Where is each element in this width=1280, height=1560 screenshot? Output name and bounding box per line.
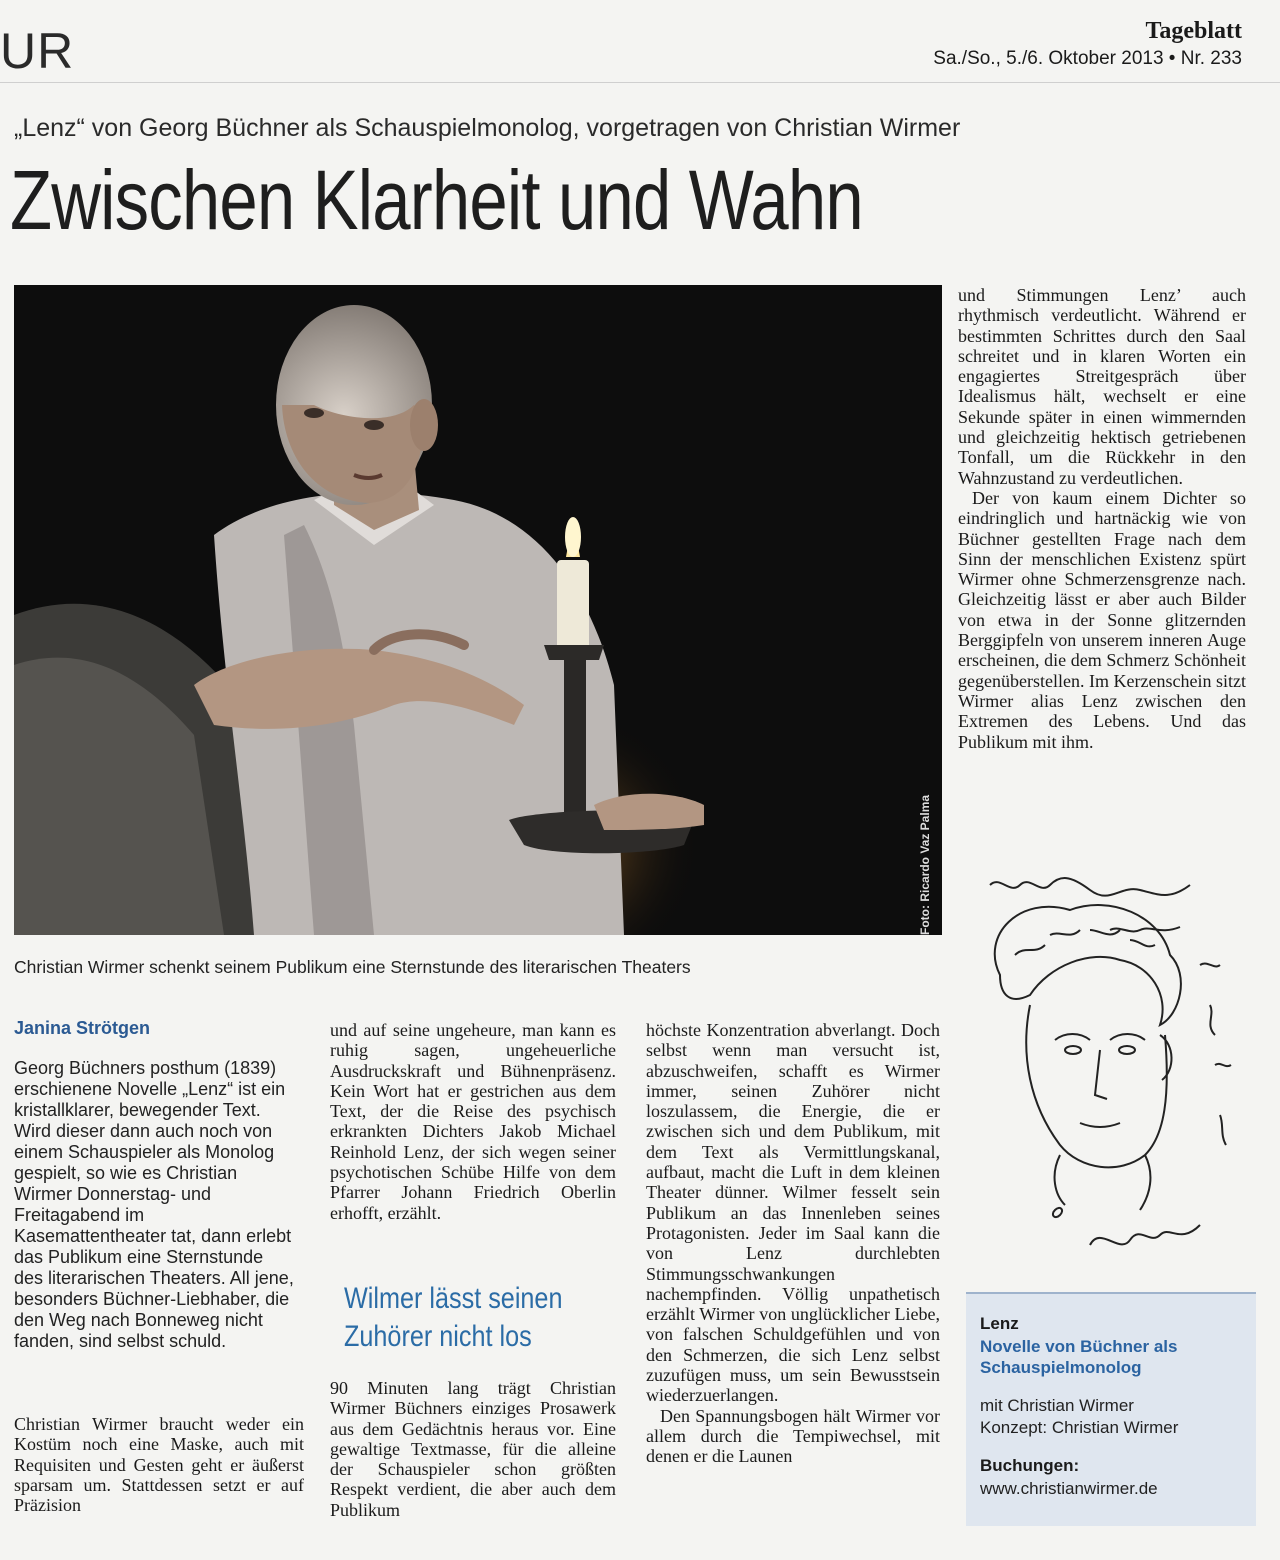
photo-caption: Christian Wirmer schenkt seinem Publikum eine Sternstunde des literarischen Theaters	[14, 957, 691, 977]
body-paragraph: Den Spannungsbogen hält Wirmer vor allem durch die Tempiwechsel, mit denen er die Launen	[646, 1405, 940, 1467]
article-column-2-continued	[330, 1378, 616, 1520]
info-title: Lenz	[980, 1314, 1019, 1333]
article-headline: Zwischen Klarheit und Wahn	[10, 153, 863, 247]
article-subheadline	[344, 1280, 588, 1356]
section-name-fragment: UR	[0, 23, 75, 79]
body-paragraph: 90 Minuten lang trägt Christian Wirmer Büchners einziges Prosawerk aus dem Gedächtnis heraus vor. Eine gewaltige Textmasse, für die alleine der Schauspieler schon größten Respekt verdient, die aber auch dem Publikum	[330, 1378, 616, 1520]
article-lead	[14, 1058, 296, 1352]
lead-paragraph: Georg Büchners posthum (1839) erschienene Novelle „Lenz“ ist ein kristallklarer, bewegender Text. Wird dieser dann auch noch von einem Schauspieler als Monolog gespielt, so wie es Christian Wirmer Donnerstag- und Freitagabend im Kasemattentheater tat, dann erlebt das Publikum eine Sternstunde des literarischen Theaters. All jene, besonders Büchner-Liebhaber, die den Weg nach Bonneweg nicht fanden, sind selbst schuld.	[14, 1058, 294, 1351]
issue-date-line: Sa./So., 5./6. Oktober 2013 • Nr. 233	[933, 48, 1242, 69]
author-byline: Janina Strötgen	[14, 1018, 151, 1038]
photo-credit: Foto: Ricardo Vaz Palma	[918, 794, 932, 935]
booking-label: Buchungen:	[980, 1456, 1080, 1475]
body-paragraph: höchste Konzentration abverlangt. Doch selbst wenn man versucht ist, abzuschweifen, schafft es Wirmer immer, seinen Zuhörer nicht loszulassem, die Energie, die er zwischen sich und dem Publikum, mit dem Text als Vermittlungskanal, aufbaut, macht die Luft in dem kleinen Theater dünner. Wilmer fesselt sein Publikum an das Innenleben seines Protagonisten. Jeder im Saal kann die von Lenz durchlebten Stimmungsschwankungen nachempfinden. Völlig unpathetisch erzählt Wirmer von unglücklicher Liebe, von falschen Schuldgefühlen und von den Schmerzen, die sich Lenz selbst zuzufügen muss, um sein Bewusstsein wiederzuerlangen.	[646, 1020, 940, 1406]
header-divider	[0, 82, 1280, 83]
body-paragraph: und auf seine ungeheure, man kann es ruhig sagen, ungeheuerliche Ausdruckskraft und Bühnenpräsenz. Kein Wort hat er gestrichen aus dem Text, der die Reise des psychisch erkrankten Dichters Jakob Michael Reinhold Lenz, der sich wegen seiner psychotischen Schübe Hilfe von dem Pfarrer Johann Friedrich Oberlin erhofft, erzählt.	[330, 1020, 616, 1223]
portrait-sketch	[960, 855, 1252, 1290]
body-paragraph: Christian Wirmer braucht weder ein Kostüm noch eine Maske, auch mit Requisiten und Gesten geht er äußerst sparsam um. Stattdessen setzt er auf Präzision	[14, 1414, 304, 1516]
info-subtitle: Novelle von Büchner als Schauspielmonolog	[980, 1337, 1178, 1377]
subheadline-text: Wilmer lässt seinen Zuhörer nicht los	[344, 1282, 563, 1353]
article-column-4	[958, 285, 1246, 752]
buechner-portrait-drawing	[960, 855, 1252, 1290]
article-photo	[14, 285, 942, 935]
info-cast: mit Christian Wirmer	[980, 1396, 1134, 1415]
newspaper-name: Tageblatt	[1145, 18, 1242, 44]
info-concept: Konzept: Christian Wirmer	[980, 1418, 1179, 1437]
body-paragraph: Der von kaum einem Dichter so eindringlich und hartnäckig wie von Büchner gestellten Frage nach dem Sinn der menschlichen Existenz spürt Wirmer ohne Schmerzensgrenze nach. Gleichzeitig lässt er aber auch Bilder von etwa in der Sonne glitzernden Berggipfeln von unserem inneren Auge erscheinen, die dem Schmerz Schönheit gegenüberstellen. Im Kerzenschein sitzt Wirmer alias Lenz zwischen den Extremen des Lebens. Und das Publikum mit ihm.	[958, 487, 1246, 752]
article-column-3	[646, 1020, 940, 1467]
article-column-2	[330, 1020, 616, 1223]
booking-url-link[interactable]: www.christianwirmer.de	[980, 1479, 1158, 1498]
article-kicker: „Lenz“ von Georg Büchner als Schauspielmonolog, vorgetragen von Christian Wirmer	[14, 114, 961, 142]
article-column-1	[14, 1414, 304, 1515]
actor-with-candle-image	[14, 285, 942, 935]
body-paragraph: und Stimmungen Lenz’ auch rhythmisch verdeutlicht. Während er bestimmten Schrittes durch den Saal schreitet und in klaren Worten ein engagiertes Streitgespräch über Idealismus hält, wechselt er eine Sekunde später in einen wimmernden und gleichzeitig hektisch getriebenen Tonfall, um die Rückkehr in den Wahnzustand zu verdeutlichen.	[958, 285, 1246, 488]
event-info-box	[966, 1292, 1256, 1526]
